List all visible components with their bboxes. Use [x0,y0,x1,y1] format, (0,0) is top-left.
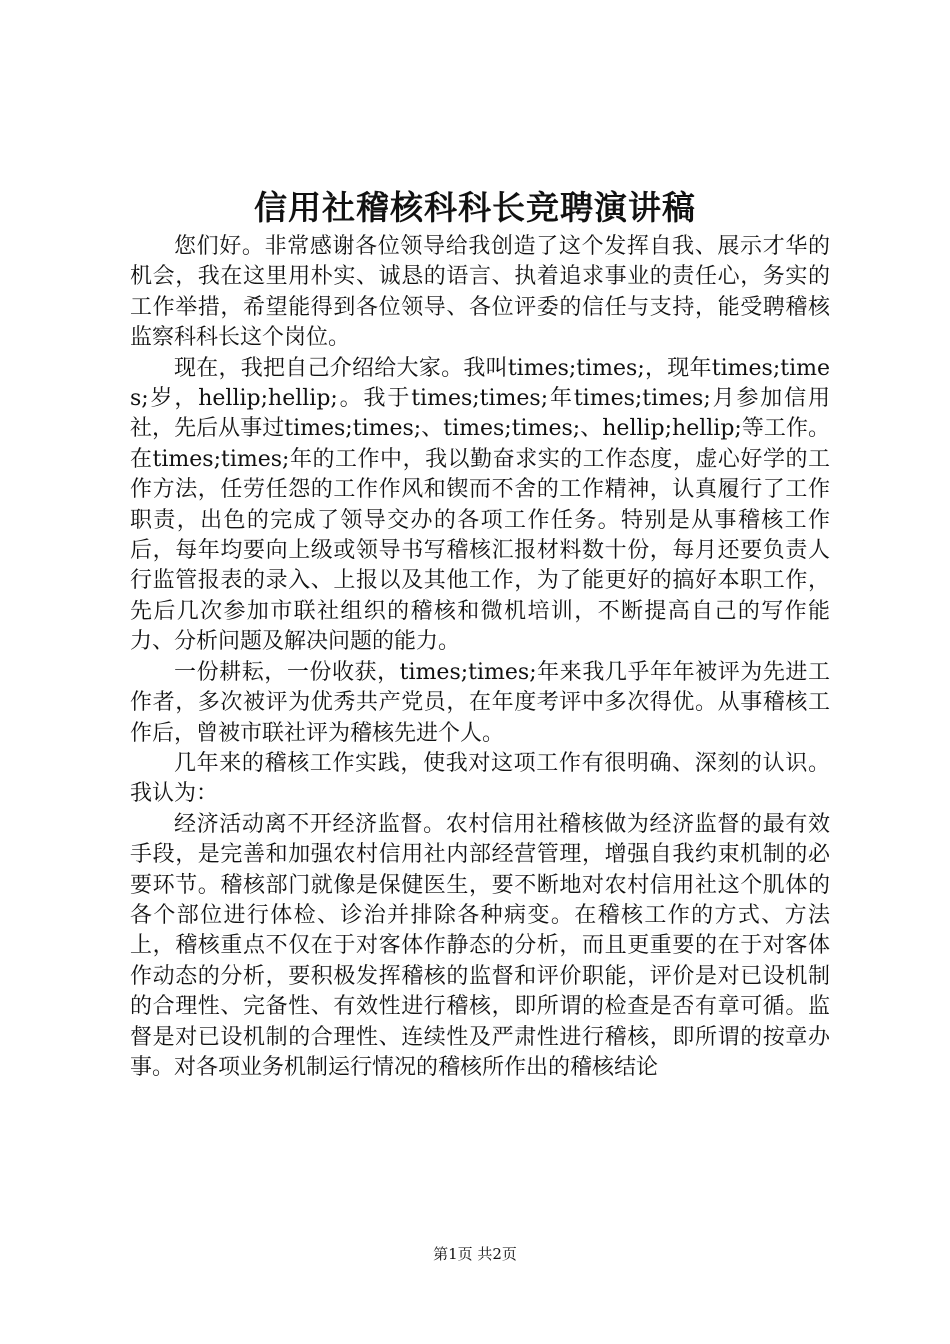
paragraph-achievements: 一份耕耘，一份收获，times;times;年来我几乎年年被评为先进工作者，多次被评为优秀共产党员，在年度考评中多次得优。从事稽核工作后，曾被市联社评为稽核先进个人。 [130,659,830,746]
document-body [130,232,830,1083]
page-footer: 第1页 共2页 [433,1245,517,1263]
document-title: 信用社稽核科科长竞聘演讲稿 [254,188,696,227]
paragraph-greeting: 您们好。非常感谢各位领导给我创造了这个发挥自我、展示才华的机会，我在这里用朴实、诚恳的语言、执着追求事业的责任心，务实的工作举措，希望能得到各位领导、各位评委的信任与支持，能受聘稽核监察科科长这个岗位。 [130,234,830,351]
paragraph-economic-supervision: 经济活动离不开经济监督。农村信用社稽核做为经济监督的最有效手段，是完善和加强农村信用社内部经营管理，增强自我约束机制的必要环节。稽核部门就像是保健医生，要不断地对农村信用社这个肌体的各个部位进行体检、诊治并排除各种病变。在稽核工作的方式、方法上，稽核重点不仅在于对客体作静态的分析，而且更重要的在于对客体作动态的分析，要积极发挥稽核的监督和评价职能，评价是对已设机制的合理性、完备性、有效性进行稽核，即所谓的检查是否有章可循。监督是对已设机制的合理性、连续性及严肃性进行稽核，即所谓的按章办事。对各项业务机制运行情况的稽核所作出的稽核结论 [130,811,830,1080]
paragraph-self-introduction: 现在，我把自己介绍给大家。我叫times;times;，现年times;times;岁，hellip;hellip;。我于times;times;年times;times;月参加信用社，先后从事过times;times;、times;times;、hellip;hellip;等工作。在times;times;年的工作中，我以勤奋求实的工作态度，虚心好学的工作方法，任劳任怨的工作作风和锲而不舍的工作精神，认真履行了工作职责，出色的完成了领导交办的各项工作任务。特别是从事稽核工作后，每年均要向上级或领导书写稽核汇报材料数十份，每月还要负责人行监管报表的录入、上报以及其他工作，为了能更好的搞好本职工作，先后几次参加市联社组织的稽核和微机培训，不断提高自己的写作能力、分析问题及解决问题的能力。 [130,355,830,655]
paragraph-understanding: 几年来的稽核工作实践，使我对这项工作有很明确、深刻的认识。我认为： [130,750,830,807]
